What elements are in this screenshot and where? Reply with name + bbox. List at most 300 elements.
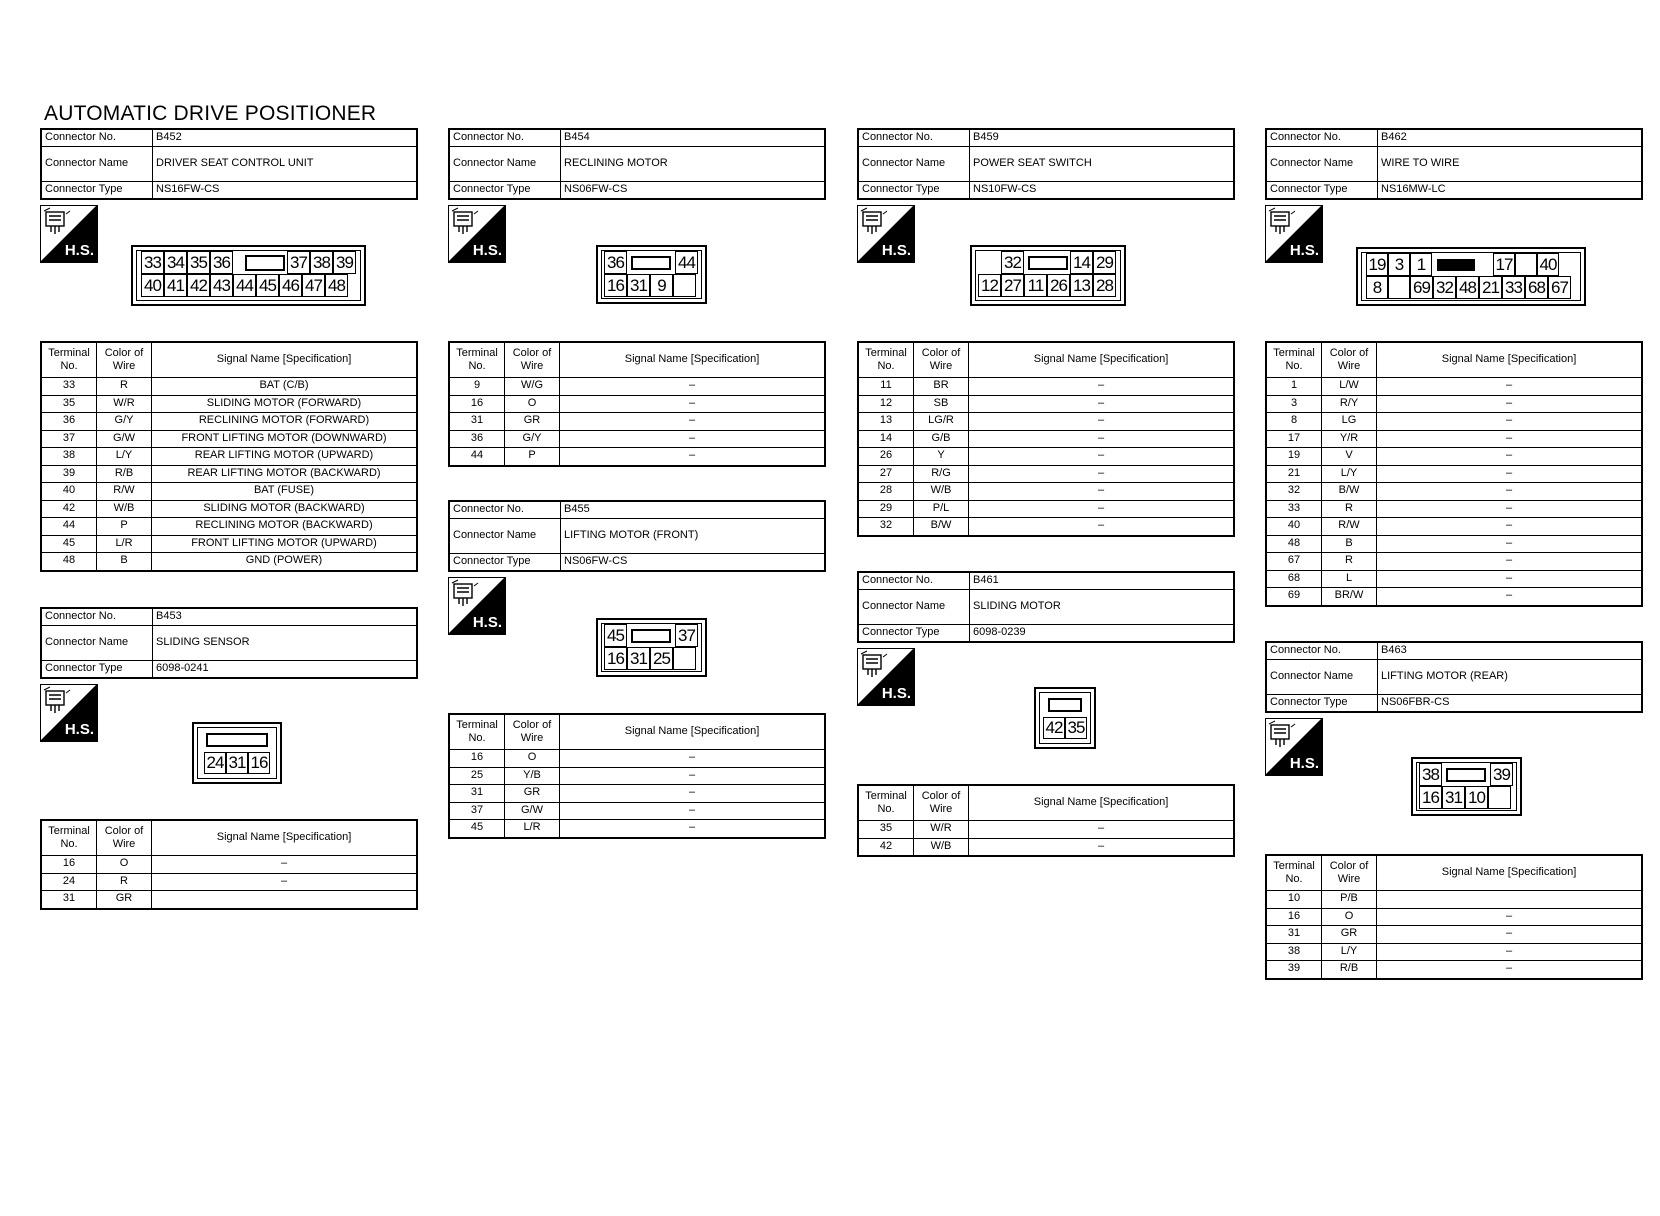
terminal-no: 26 bbox=[858, 448, 914, 466]
signal-name: – bbox=[560, 820, 826, 838]
terminal-table-header bbox=[449, 714, 825, 750]
table-row bbox=[1266, 570, 1642, 588]
table-row bbox=[449, 378, 825, 396]
terminal-no: 35 bbox=[41, 395, 97, 413]
signal-name: – bbox=[1377, 448, 1643, 466]
table-row bbox=[1266, 483, 1642, 501]
signal-name: – bbox=[560, 750, 826, 768]
terminal-no-header: Terminal No. bbox=[41, 820, 97, 856]
wire-color: B bbox=[97, 553, 152, 571]
signal-name: – bbox=[969, 395, 1235, 413]
connector-name-label: Connector Name bbox=[449, 519, 561, 554]
hs-label: H.S. bbox=[64, 242, 94, 259]
connector-pin: 36 bbox=[604, 251, 627, 274]
signal-name: – bbox=[1377, 430, 1643, 448]
connector-no-value: B455 bbox=[561, 501, 826, 519]
connector-latch bbox=[206, 733, 268, 747]
connector-pin: 39 bbox=[1490, 763, 1513, 786]
terminal-no: 24 bbox=[41, 873, 97, 891]
connector-pin: 14 bbox=[1070, 251, 1093, 274]
connector-type-row bbox=[858, 625, 1234, 643]
terminal-table-header bbox=[1266, 342, 1642, 378]
wire-color: BR bbox=[914, 378, 969, 396]
wire-color: Y bbox=[914, 448, 969, 466]
connector-pin: 45 bbox=[604, 624, 627, 647]
table-row bbox=[858, 483, 1234, 501]
connector-pin: 28 bbox=[1093, 274, 1116, 297]
wire-color: W/B bbox=[914, 483, 969, 501]
connector-no-row bbox=[1266, 642, 1642, 660]
terminal-table-header bbox=[858, 785, 1234, 821]
wire-color: B/W bbox=[914, 518, 969, 536]
signal-name: – bbox=[969, 483, 1235, 501]
terminal-no: 37 bbox=[449, 802, 505, 820]
wire-color: G/Y bbox=[97, 413, 152, 431]
connector-face-inner bbox=[1039, 692, 1091, 744]
table-row bbox=[858, 500, 1234, 518]
table-row bbox=[1266, 891, 1642, 909]
terminal-no: 32 bbox=[1266, 483, 1322, 501]
hs-label: H.S. bbox=[64, 721, 94, 738]
wire-color: R bbox=[97, 378, 152, 396]
connector-block-b462 bbox=[1265, 128, 1643, 602]
connector-info-table bbox=[40, 607, 418, 679]
connector-pin: 31 bbox=[627, 647, 650, 670]
table-row bbox=[1266, 943, 1642, 961]
connector-pin: 47 bbox=[302, 274, 325, 297]
terminal-no: 31 bbox=[1266, 926, 1322, 944]
signal-name: FRONT LIFTING MOTOR (DOWNWARD) bbox=[152, 430, 418, 448]
connector-face-b452 bbox=[131, 245, 366, 306]
terminal-no: 27 bbox=[858, 465, 914, 483]
connector-type-row bbox=[1266, 695, 1642, 713]
connector-no-label: Connector No. bbox=[1266, 129, 1378, 147]
connector-latch bbox=[245, 255, 285, 271]
connector-pin: 42 bbox=[1043, 717, 1065, 739]
signal-name: – bbox=[1377, 570, 1643, 588]
connector-no-row bbox=[41, 608, 417, 626]
connector-type-label: Connector Type bbox=[41, 661, 153, 679]
signal-name-header: Signal Name [Specification] bbox=[560, 714, 826, 750]
terminal-no-header: Terminal No. bbox=[1266, 342, 1322, 378]
table-row bbox=[1266, 378, 1642, 396]
connector-pin: 9 bbox=[650, 274, 673, 297]
wire-color: BR/W bbox=[1322, 588, 1377, 606]
connector-type-row bbox=[858, 182, 1234, 200]
connector-pin: 37 bbox=[287, 251, 310, 274]
connector-type-label: Connector Type bbox=[449, 554, 561, 572]
connector-no-row bbox=[41, 129, 417, 147]
wire-color: R/B bbox=[1322, 961, 1377, 979]
connector-pin: 38 bbox=[310, 251, 333, 274]
terminal-table bbox=[448, 341, 826, 467]
terminal-no: 68 bbox=[1266, 570, 1322, 588]
table-row bbox=[449, 820, 825, 838]
signal-name: FRONT LIFTING MOTOR (UPWARD) bbox=[152, 535, 418, 553]
signal-name: – bbox=[969, 838, 1235, 856]
color-of-wire-header: Color of Wire bbox=[505, 714, 560, 750]
wire-color: L/Y bbox=[1322, 465, 1377, 483]
signal-name: – bbox=[560, 802, 826, 820]
table-row bbox=[449, 430, 825, 448]
signal-name: BAT (C/B) bbox=[152, 378, 418, 396]
table-row bbox=[449, 785, 825, 803]
wire-color: R bbox=[1322, 553, 1377, 571]
table-row bbox=[449, 413, 825, 431]
signal-name: – bbox=[969, 465, 1235, 483]
connector-pin: 31 bbox=[627, 274, 650, 297]
terminal-no: 12 bbox=[858, 395, 914, 413]
signal-name: RECLINING MOTOR (BACKWARD) bbox=[152, 518, 418, 536]
connector-pin: 24 bbox=[204, 752, 226, 774]
connector-name-value: SLIDING SENSOR bbox=[153, 626, 418, 661]
page-title: AUTOMATIC DRIVE POSITIONER bbox=[44, 102, 377, 125]
signal-name-header: Signal Name [Specification] bbox=[969, 342, 1235, 378]
connector-pin: 19 bbox=[1366, 253, 1388, 276]
signal-name: – bbox=[969, 378, 1235, 396]
table-row bbox=[1266, 448, 1642, 466]
terminal-no: 10 bbox=[1266, 891, 1322, 909]
signal-name: – bbox=[1377, 588, 1643, 606]
wire-color: B bbox=[1322, 535, 1377, 553]
table-row bbox=[1266, 535, 1642, 553]
table-row bbox=[41, 553, 417, 571]
wire-color: L bbox=[1322, 570, 1377, 588]
terminal-table bbox=[448, 713, 826, 839]
wire-color: GR bbox=[505, 785, 560, 803]
connector-face-inner bbox=[1416, 762, 1517, 811]
connector-pin: 69 bbox=[1410, 276, 1433, 299]
connector-pin: 32 bbox=[1433, 276, 1456, 299]
connector-no-label: Connector No. bbox=[449, 129, 561, 147]
wire-color: L/R bbox=[505, 820, 560, 838]
signal-name: – bbox=[1377, 395, 1643, 413]
connector-pin: 41 bbox=[164, 274, 187, 297]
table-row bbox=[858, 518, 1234, 536]
terminal-no: 9 bbox=[449, 378, 505, 396]
connector-pin bbox=[1488, 786, 1511, 809]
connector-no-row bbox=[449, 501, 825, 519]
terminal-no: 42 bbox=[41, 500, 97, 518]
table-row bbox=[449, 448, 825, 466]
connector-latch bbox=[1028, 256, 1068, 270]
table-row bbox=[858, 838, 1234, 856]
terminal-no: 32 bbox=[858, 518, 914, 536]
terminal-no: 31 bbox=[449, 413, 505, 431]
connector-info-table bbox=[448, 128, 826, 200]
table-row bbox=[1266, 961, 1642, 979]
terminal-no: 42 bbox=[858, 838, 914, 856]
connector-type-label: Connector Type bbox=[449, 182, 561, 200]
hs-connector-icon bbox=[857, 205, 915, 263]
wire-color: LG/R bbox=[914, 413, 969, 431]
connector-face-b454 bbox=[596, 245, 707, 304]
connector-pin: 13 bbox=[1070, 274, 1093, 297]
table-row bbox=[41, 465, 417, 483]
signal-name-header: Signal Name [Specification] bbox=[969, 785, 1235, 821]
terminal-no: 69 bbox=[1266, 588, 1322, 606]
wire-color: P bbox=[505, 448, 560, 466]
connector-no-row bbox=[449, 129, 825, 147]
table-row bbox=[1266, 553, 1642, 571]
signal-name: – bbox=[969, 518, 1235, 536]
connector-info-table bbox=[1265, 128, 1643, 200]
terminal-table bbox=[1265, 854, 1643, 980]
terminal-no: 40 bbox=[1266, 518, 1322, 536]
connector-name-label: Connector Name bbox=[449, 147, 561, 182]
wire-color: V bbox=[1322, 448, 1377, 466]
connector-type-value: 6098-0239 bbox=[970, 625, 1235, 643]
connector-no-label: Connector No. bbox=[41, 608, 153, 626]
terminal-no: 40 bbox=[41, 483, 97, 501]
connector-pin: 46 bbox=[279, 274, 302, 297]
signal-name: – bbox=[969, 430, 1235, 448]
signal-name: – bbox=[969, 413, 1235, 431]
connector-pin: 42 bbox=[187, 274, 210, 297]
connector-block-b455 bbox=[448, 500, 826, 834]
terminal-no: 3 bbox=[1266, 395, 1322, 413]
terminal-no: 44 bbox=[449, 448, 505, 466]
connector-pin: 16 bbox=[604, 647, 627, 670]
terminal-table-header bbox=[41, 820, 417, 856]
signal-name: – bbox=[1377, 465, 1643, 483]
connector-pin: 11 bbox=[1024, 274, 1047, 297]
signal-name: – bbox=[560, 785, 826, 803]
hs-connector-icon bbox=[40, 205, 98, 263]
wire-color: L/W bbox=[1322, 378, 1377, 396]
connector-face-b459 bbox=[970, 245, 1126, 306]
wire-color: L/Y bbox=[1322, 943, 1377, 961]
table-row bbox=[41, 483, 417, 501]
connector-face-inner bbox=[601, 623, 702, 672]
table-row bbox=[1266, 518, 1642, 536]
wire-color: W/B bbox=[97, 500, 152, 518]
wire-color: R/Y bbox=[1322, 395, 1377, 413]
terminal-no-header: Terminal No. bbox=[41, 342, 97, 378]
table-row bbox=[1266, 430, 1642, 448]
connector-type-label: Connector Type bbox=[41, 182, 153, 200]
connector-pin: 40 bbox=[141, 274, 164, 297]
wire-color: P/L bbox=[914, 500, 969, 518]
table-row bbox=[1266, 413, 1642, 431]
terminal-no: 17 bbox=[1266, 430, 1322, 448]
table-row bbox=[41, 873, 417, 891]
table-row bbox=[41, 535, 417, 553]
signal-name: – bbox=[560, 395, 826, 413]
connector-type-value: NS10FW-CS bbox=[970, 182, 1235, 200]
table-row bbox=[41, 891, 417, 909]
wire-color: R/W bbox=[97, 483, 152, 501]
wire-color: O bbox=[505, 395, 560, 413]
signal-name: SLIDING MOTOR (BACKWARD) bbox=[152, 500, 418, 518]
signal-name: – bbox=[1377, 961, 1643, 979]
terminal-no-header: Terminal No. bbox=[858, 342, 914, 378]
signal-name: – bbox=[152, 873, 418, 891]
signal-name: REAR LIFTING MOTOR (UPWARD) bbox=[152, 448, 418, 466]
table-row bbox=[1266, 465, 1642, 483]
connector-pin: 44 bbox=[233, 274, 256, 297]
connector-latch bbox=[631, 256, 671, 270]
terminal-table bbox=[1265, 341, 1643, 607]
connector-name-label: Connector Name bbox=[858, 147, 970, 182]
signal-name: – bbox=[1377, 413, 1643, 431]
terminal-no-header: Terminal No. bbox=[449, 714, 505, 750]
connector-face-inner bbox=[601, 250, 702, 299]
hs-connector-icon bbox=[1265, 205, 1323, 263]
signal-name-header: Signal Name [Specification] bbox=[152, 342, 418, 378]
connector-type-label: Connector Type bbox=[858, 182, 970, 200]
connector-no-value: B463 bbox=[1378, 642, 1643, 660]
color-of-wire-header: Color of Wire bbox=[97, 820, 152, 856]
terminal-no: 33 bbox=[41, 378, 97, 396]
connector-type-value: NS06FW-CS bbox=[561, 554, 826, 572]
hs-connector-icon bbox=[40, 684, 98, 742]
wire-color: O bbox=[97, 856, 152, 874]
table-row bbox=[1266, 588, 1642, 606]
table-row bbox=[41, 856, 417, 874]
terminal-no: 39 bbox=[41, 465, 97, 483]
connector-face-b462 bbox=[1356, 247, 1586, 306]
connector-type-value: NS06FBR-CS bbox=[1378, 695, 1643, 713]
signal-name bbox=[152, 891, 418, 909]
connector-pin: 48 bbox=[325, 274, 348, 297]
terminal-no: 36 bbox=[41, 413, 97, 431]
wire-color: SB bbox=[914, 395, 969, 413]
wire-color: LG bbox=[1322, 413, 1377, 431]
terminal-table-header bbox=[858, 342, 1234, 378]
connector-type-row bbox=[449, 554, 825, 572]
table-row bbox=[858, 395, 1234, 413]
connector-name-row bbox=[41, 147, 417, 182]
wire-color: G/Y bbox=[505, 430, 560, 448]
connector-pin: 8 bbox=[1366, 276, 1388, 299]
connector-latch bbox=[1446, 768, 1486, 782]
wire-color: R/G bbox=[914, 465, 969, 483]
terminal-no: 25 bbox=[449, 767, 505, 785]
connector-type-row bbox=[449, 182, 825, 200]
table-row bbox=[858, 413, 1234, 431]
terminal-no: 38 bbox=[41, 448, 97, 466]
terminal-no: 35 bbox=[858, 821, 914, 839]
connector-pin: 43 bbox=[210, 274, 233, 297]
connector-face-inner bbox=[136, 250, 361, 301]
connector-no-row bbox=[858, 129, 1234, 147]
connector-type-value: NS06FW-CS bbox=[561, 182, 826, 200]
signal-name: – bbox=[560, 413, 826, 431]
connector-block-b454 bbox=[448, 128, 826, 462]
connector-name-label: Connector Name bbox=[858, 590, 970, 625]
connector-pin bbox=[1515, 253, 1537, 276]
connector-pin: 67 bbox=[1548, 276, 1571, 299]
color-of-wire-header: Color of Wire bbox=[505, 342, 560, 378]
terminal-no: 45 bbox=[449, 820, 505, 838]
signal-name: – bbox=[969, 821, 1235, 839]
table-row bbox=[41, 500, 417, 518]
wire-color: W/B bbox=[914, 838, 969, 856]
connector-no-label: Connector No. bbox=[858, 129, 970, 147]
connector-type-value: 6098-0241 bbox=[153, 661, 418, 679]
terminal-no-header: Terminal No. bbox=[858, 785, 914, 821]
connector-pin: 48 bbox=[1456, 276, 1479, 299]
signal-name-header: Signal Name [Specification] bbox=[1377, 342, 1643, 378]
color-of-wire-header: Color of Wire bbox=[97, 342, 152, 378]
connector-info-table bbox=[857, 128, 1235, 200]
hs-connector-icon bbox=[1265, 718, 1323, 776]
signal-name: – bbox=[1377, 553, 1643, 571]
wire-color: GR bbox=[97, 891, 152, 909]
signal-name: – bbox=[560, 767, 826, 785]
wire-color: W/R bbox=[97, 395, 152, 413]
connector-face-inner bbox=[197, 727, 277, 779]
table-row bbox=[449, 395, 825, 413]
connector-no-row bbox=[858, 572, 1234, 590]
signal-name: SLIDING MOTOR (FORWARD) bbox=[152, 395, 418, 413]
connector-type-value: NS16FW-CS bbox=[153, 182, 418, 200]
terminal-table-header bbox=[449, 342, 825, 378]
connector-name-value: SLIDING MOTOR bbox=[970, 590, 1235, 625]
wire-color: P/B bbox=[1322, 891, 1377, 909]
connector-pin: 31 bbox=[1442, 786, 1465, 809]
terminal-no: 13 bbox=[858, 413, 914, 431]
connector-pin: 35 bbox=[1065, 717, 1087, 739]
hs-connector-icon bbox=[448, 205, 506, 263]
connector-pin: 10 bbox=[1465, 786, 1488, 809]
connector-pin: 1 bbox=[1410, 253, 1432, 276]
connector-pin: 34 bbox=[164, 251, 187, 274]
connector-pin: 35 bbox=[187, 251, 210, 274]
connector-pin: 39 bbox=[333, 251, 356, 274]
table-row bbox=[1266, 926, 1642, 944]
wire-color: O bbox=[1322, 908, 1377, 926]
signal-name-header: Signal Name [Specification] bbox=[1377, 855, 1643, 891]
table-row bbox=[449, 750, 825, 768]
signal-name: – bbox=[560, 448, 826, 466]
connector-pin: 32 bbox=[1001, 251, 1024, 274]
terminal-table-header bbox=[1266, 855, 1642, 891]
wire-color: W/R bbox=[914, 821, 969, 839]
connector-name-value: RECLINING MOTOR bbox=[561, 147, 826, 182]
terminal-no: 45 bbox=[41, 535, 97, 553]
terminal-no: 16 bbox=[449, 395, 505, 413]
terminal-table bbox=[857, 784, 1235, 857]
wire-color: R bbox=[1322, 500, 1377, 518]
hs-label: H.S. bbox=[1289, 242, 1319, 259]
connector-name-label: Connector Name bbox=[41, 147, 153, 182]
connector-pin: 16 bbox=[1419, 786, 1442, 809]
table-row bbox=[858, 821, 1234, 839]
terminal-no: 37 bbox=[41, 430, 97, 448]
connector-name-row bbox=[858, 147, 1234, 182]
connector-pin: 68 bbox=[1525, 276, 1548, 299]
signal-name: – bbox=[152, 856, 418, 874]
signal-name: – bbox=[560, 430, 826, 448]
connector-pin bbox=[1388, 276, 1410, 299]
connector-pin: 44 bbox=[675, 251, 698, 274]
terminal-no: 67 bbox=[1266, 553, 1322, 571]
connector-block-b461 bbox=[857, 571, 1235, 852]
hs-connector-icon bbox=[448, 577, 506, 635]
signal-name: – bbox=[1377, 926, 1643, 944]
terminal-no: 36 bbox=[449, 430, 505, 448]
table-row bbox=[1266, 395, 1642, 413]
terminal-no-header: Terminal No. bbox=[449, 342, 505, 378]
wire-color: GR bbox=[505, 413, 560, 431]
signal-name: RECLINING MOTOR (FORWARD) bbox=[152, 413, 418, 431]
wire-color: Y/B bbox=[505, 767, 560, 785]
connector-name-row bbox=[449, 519, 825, 554]
terminal-no: 16 bbox=[449, 750, 505, 768]
connector-pin bbox=[673, 647, 696, 670]
